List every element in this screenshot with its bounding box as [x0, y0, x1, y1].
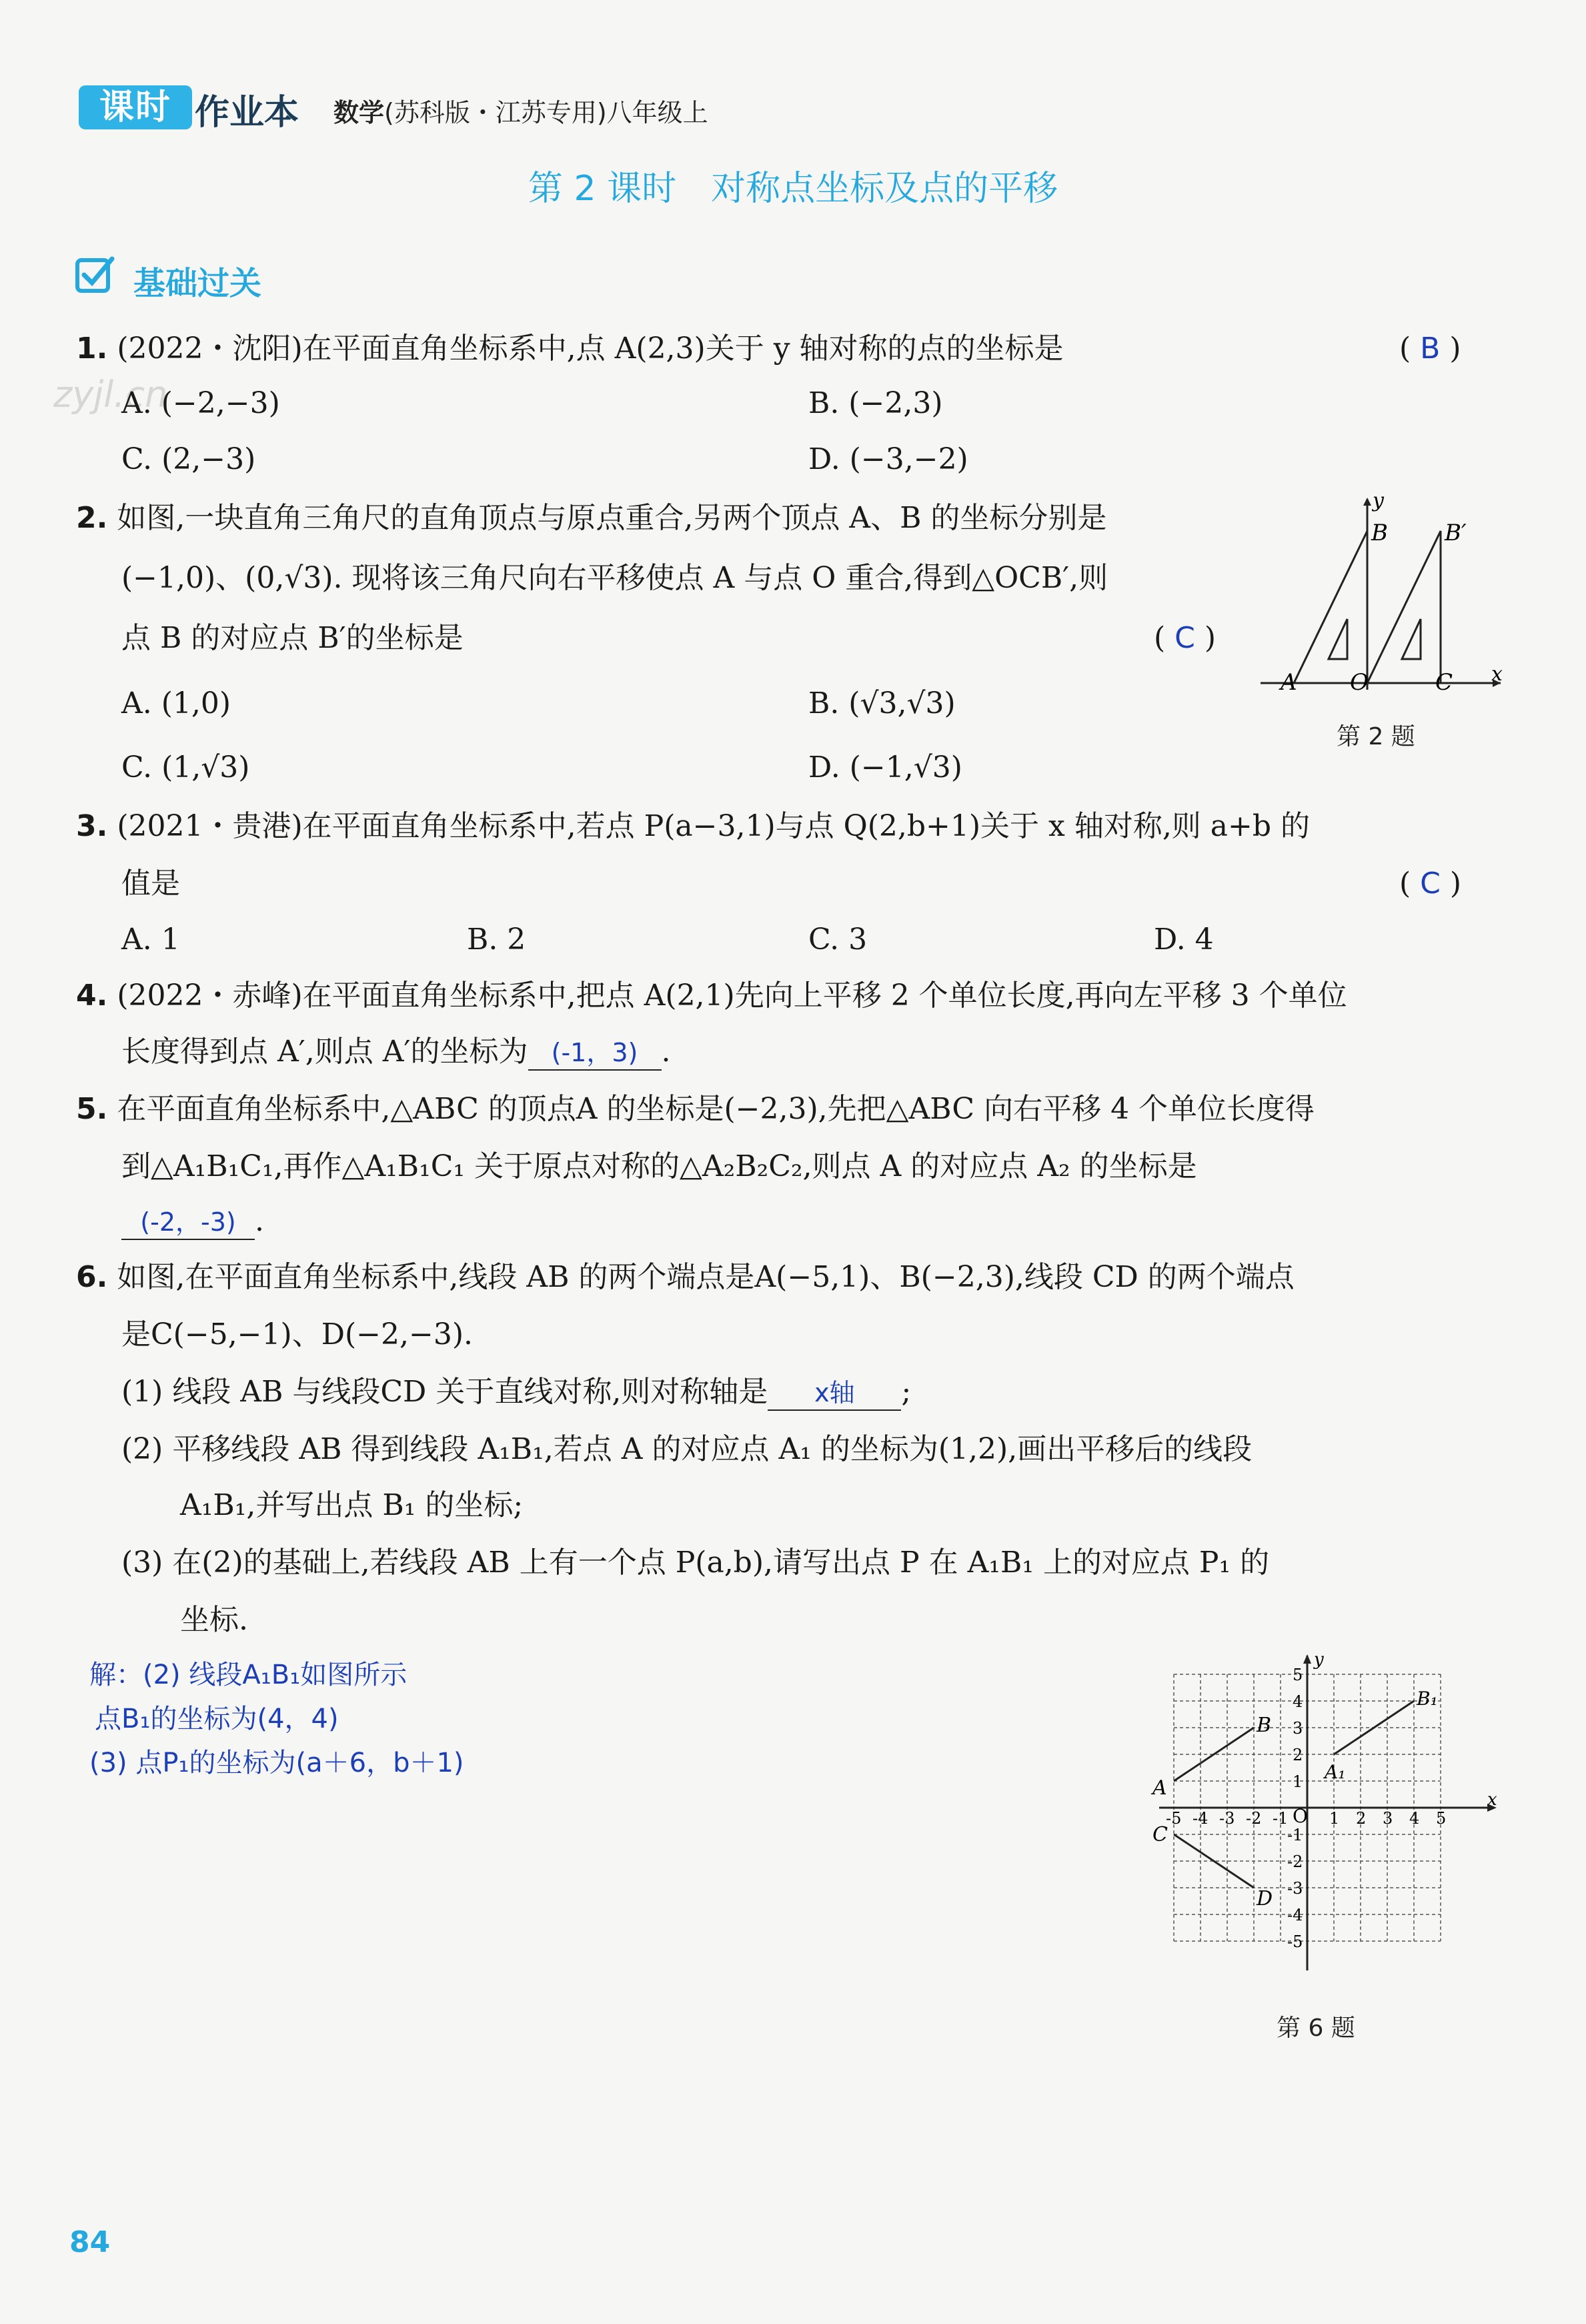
q6-y-tick-label: 5	[1293, 1666, 1303, 1684]
q6-y-tick-label: 4	[1293, 1692, 1303, 1711]
q6-number: 6.	[76, 1260, 108, 1294]
q6-label-a1: A₁	[1325, 1761, 1346, 1783]
q6-x-label: x	[1487, 1790, 1497, 1810]
q1-number: 1.	[76, 332, 108, 366]
q4-line1: (2022・赤峰)在平面直角坐标系中,把点 A(2,1)先向上平移 2 个单位长度,再向左平移 3 个单位	[117, 979, 1347, 1013]
q4-line2-end: .	[661, 1035, 671, 1069]
q3-answer-box: ( C )	[1399, 866, 1462, 901]
q4-number: 4.	[76, 979, 108, 1013]
q2-answer: C	[1174, 621, 1195, 655]
q2-label-a: A	[1281, 669, 1297, 692]
q2-triangle-ocb-inner	[1402, 619, 1421, 659]
q2-answer-box: ( C )	[1154, 621, 1217, 655]
q2-line3: 点 B 的对应点 B′的坐标是	[121, 621, 464, 655]
subject-name: 数学	[333, 98, 385, 127]
section-title: 基础过关	[133, 265, 262, 302]
q3-line1: (2021・贵港)在平面直角坐标系中,若点 P(a−3,1)与点 Q(2,b+1)关于 x 轴对称,则 a+b 的	[117, 809, 1311, 843]
q1-option-a: A. (−2,−3)	[121, 386, 280, 420]
q2-triangle-abo	[1294, 531, 1367, 683]
q6-x-tick-label: -3	[1219, 1809, 1235, 1828]
q3-stem	[76, 798, 1310, 855]
q6-origin-label: O	[1293, 1805, 1308, 1827]
q1-text: (2022・沈阳)在平面直角坐标系中,点 A(2,3)关于 y 轴对称的点的坐标是	[117, 332, 1064, 366]
lesson-title: 第 2 课时 对称点坐标及点的平移	[528, 169, 1058, 209]
q2-option-d: D. (−1,√3)	[808, 750, 962, 784]
q6-solution-line3: (3) 点P₁的坐标为(a＋6，b＋1)	[89, 1748, 464, 1778]
q6-sub1-text: (1) 线段 AB 与线段CD 关于直线对称,则对称轴是	[121, 1375, 768, 1409]
q4-answer-blank: (-1，3)	[528, 1036, 662, 1071]
q6-label-a: A	[1152, 1776, 1167, 1800]
q2-figure	[1254, 492, 1507, 692]
q6-sub1	[121, 1363, 911, 1421]
q5-number: 5.	[76, 1092, 108, 1126]
q1-option-d: D. (−3,−2)	[808, 442, 968, 476]
q6-x-tick-label: -4	[1193, 1809, 1209, 1828]
checkbox-icon	[75, 255, 115, 295]
q6-y-tick-label: -3	[1287, 1879, 1303, 1898]
q2-figure-caption: 第 2 题	[1337, 723, 1415, 750]
q6-x-tick-label: 1	[1329, 1809, 1340, 1828]
page-number: 84	[69, 2225, 111, 2259]
q6-label-d: D	[1257, 1887, 1273, 1910]
q6-x-tick-label: -2	[1246, 1809, 1262, 1828]
q2-triangle-abo-inner	[1329, 619, 1347, 659]
q5-line3	[121, 1193, 264, 1250]
q6-label-b1: B₁	[1417, 1688, 1438, 1710]
q4-line2-text: 长度得到点 A′,则点 A′的坐标为	[121, 1035, 528, 1069]
q2-stem	[76, 490, 1106, 547]
q5-line2: 到△A₁B₁C₁,再作△A₁B₁C₁ 关于原点对称的△A₂B₂C₂,则点 A 的对应点 A₂ 的坐标是	[121, 1149, 1197, 1183]
q6-y-tick-label: 2	[1293, 1746, 1303, 1764]
q4-stem	[76, 967, 1347, 1025]
q6-y-tick-label: 3	[1293, 1719, 1303, 1738]
q6-y-label: y	[1314, 1653, 1324, 1670]
subject-label	[333, 92, 708, 129]
q2-option-c: C. (1,√3)	[121, 750, 250, 784]
series-logo: 课时	[79, 85, 192, 129]
q6-label-c: C	[1152, 1823, 1168, 1846]
q3-number: 3.	[76, 809, 108, 843]
q2-label-o: O	[1350, 669, 1369, 692]
q2-x-label: x	[1491, 662, 1503, 686]
q6-x-tick-label: 3	[1383, 1809, 1393, 1828]
subject-edition: (苏科版・江苏专用)八年级上	[384, 98, 708, 127]
q6-sub2-line2: A₁B₁,并写出点 B₁ 的坐标;	[180, 1488, 524, 1522]
q6-sub3-line1: (3) 在(2)的基础上,若线段 AB 上有一个点 P(a,b),请写出点 P 在 A₁B₁ 上的对应点 P₁ 的	[121, 1546, 1270, 1580]
q1-option-b: B. (−2,3)	[808, 386, 943, 420]
q6-figure-caption: 第 6 题	[1277, 2014, 1355, 2042]
q6-y-tick-label: -4	[1287, 1906, 1303, 1924]
q6-sub3-line2: 坐标.	[180, 1603, 248, 1637]
q6-x-tick-label: -5	[1166, 1809, 1182, 1828]
q6-sub2-line1: (2) 平移线段 AB 得到线段 A₁B₁,若点 A 的对应点 A₁ 的坐标为(1,2),画出平移后的线段	[121, 1432, 1253, 1466]
q5-line1: 在平面直角坐标系中,△ABC 的顶点A 的坐标是(−2,3),先把△ABC 向右平移 4 个单位长度得	[117, 1092, 1315, 1126]
q6-solution-line2: 点B₁的坐标为(4，4)	[95, 1704, 339, 1734]
q6-label-b: B	[1257, 1714, 1272, 1737]
q6-sub1-blank: x轴	[768, 1376, 901, 1411]
q2-line1: 如图,一块直角三角尺的直角顶点与原点重合,另两个顶点 A、B 的坐标分别是	[117, 501, 1107, 535]
q6-figure	[1147, 1653, 1507, 1986]
q2-label-c: C	[1435, 669, 1453, 692]
q2-y-label: y	[1373, 492, 1384, 512]
q4-line2	[121, 1023, 671, 1081]
q3-option-a: A. 1	[121, 923, 180, 957]
q5-answer-blank: (-2，-3)	[121, 1205, 255, 1240]
q2-option-b: B. (√3,√3)	[808, 686, 956, 720]
q6-x-tick-label: 5	[1436, 1809, 1447, 1828]
q2-number: 2.	[76, 501, 108, 535]
q1-option-c: C. (2,−3)	[121, 442, 256, 476]
q2-label-b-prime: B′	[1445, 520, 1467, 546]
q6-y-arrow	[1303, 1654, 1311, 1664]
q1-answer: B	[1420, 332, 1441, 366]
q6-stem	[76, 1249, 1295, 1306]
q3-option-c: C. 3	[808, 923, 868, 957]
q1-stem	[76, 320, 1064, 378]
brand-title: 作业本	[195, 93, 299, 133]
q6-y-tick-label: -2	[1287, 1852, 1303, 1871]
q2-y-arrow	[1363, 498, 1371, 506]
q3-option-d: D. 4	[1154, 923, 1214, 957]
q5-stem	[76, 1081, 1315, 1138]
q6-solution-line1: 解：(2) 线段A₁B₁如图所示	[89, 1660, 408, 1690]
q6-y-tick-label: 1	[1293, 1772, 1303, 1791]
q2-option-a: A. (1,0)	[121, 686, 231, 720]
q3-answer: C	[1420, 866, 1441, 901]
q5-line3-end: .	[255, 1204, 264, 1238]
q6-y-tick-label: -1	[1287, 1826, 1303, 1844]
q2-line2: (−1,0)、(0,√3). 现将该三角尺向右平移使点 A 与点 O 重合,得到△OCB′,则	[121, 561, 1108, 595]
q2-label-b: B	[1371, 520, 1388, 546]
q6-x-tick-label: 4	[1409, 1809, 1420, 1828]
q6-y-tick-label: -5	[1287, 1932, 1303, 1951]
q1-answer-box: ( B )	[1399, 332, 1461, 366]
q6-x-tick-label: -1	[1273, 1809, 1289, 1828]
watermark: zyjl.cn	[53, 374, 168, 416]
q3-option-b: B. 2	[467, 923, 526, 957]
q3-line2: 值是	[121, 866, 180, 901]
q6-sub1-end: ;	[901, 1375, 912, 1409]
q6-line2: 是C(−5,−1)、D(−2,−3).	[121, 1317, 474, 1351]
q2-triangle-ocb	[1367, 531, 1441, 683]
q6-line1: 如图,在平面直角坐标系中,线段 AB 的两个端点是A(−5,1)、B(−2,3),线段 CD 的两个端点	[117, 1260, 1295, 1294]
q6-x-tick-label: 2	[1356, 1809, 1367, 1828]
